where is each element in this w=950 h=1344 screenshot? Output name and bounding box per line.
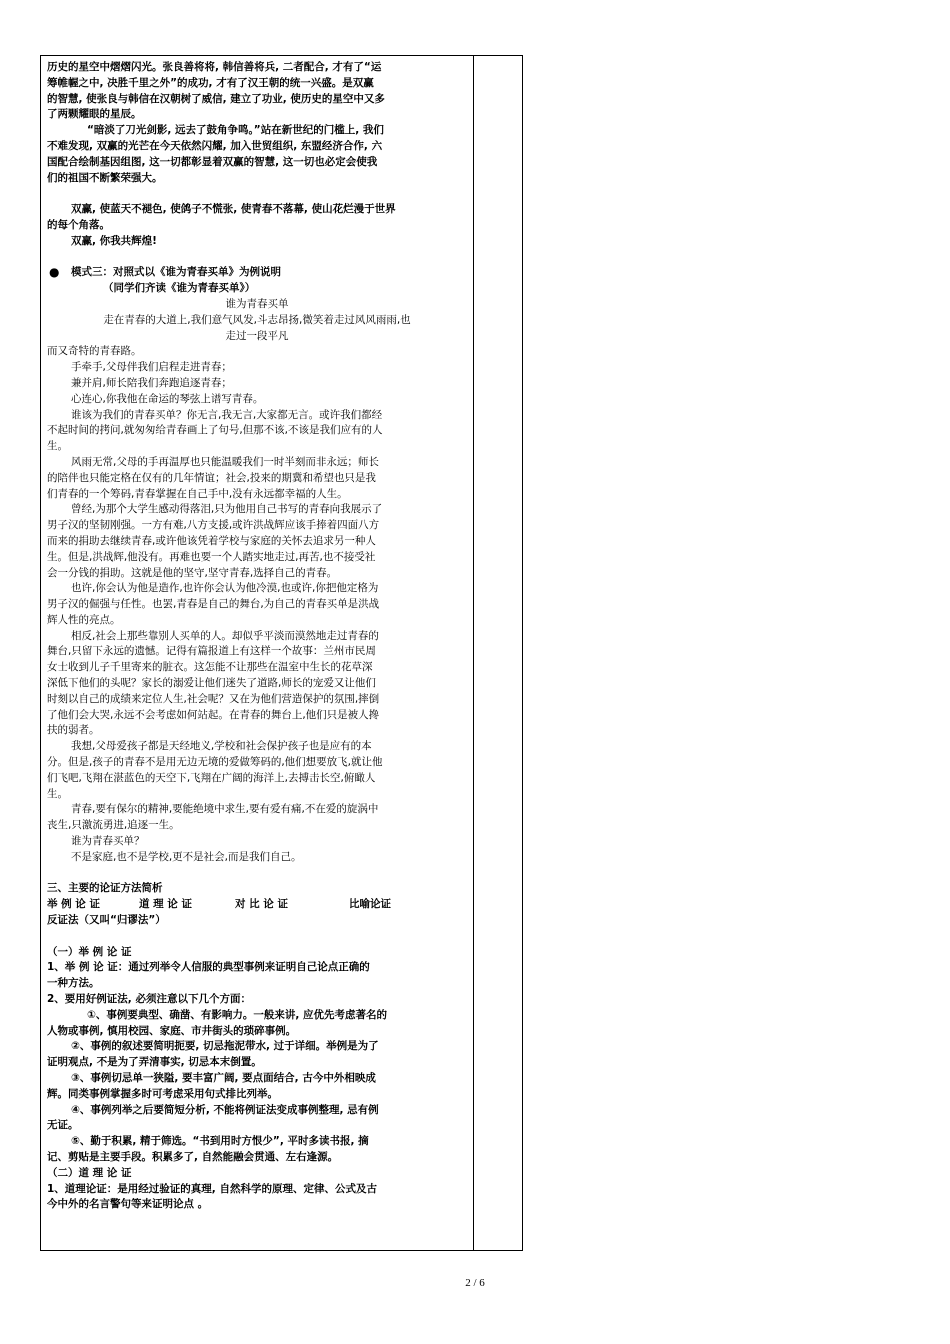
subsection-heading: （二）道 理 论 证 [47, 1166, 132, 1179]
text-line: 而又奇特的青春路。 [47, 345, 142, 358]
text-line: 的陪伴也只能定格在仅有的几年情谊；社会,投来的期冀和希望也只是我 [47, 471, 376, 484]
bullet-text: 模式三：对照式以《谁为青春买单》为例说明 [71, 266, 281, 279]
text-line: ⑤、勤于积累, 精于筛选。“书到用时方恨少”, 平时多读书报, 摘 [71, 1135, 369, 1148]
text-line: 历史的星空中熠熠闪光。张良善将将, 韩信善将兵, 二者配合, 才有了“运 [47, 61, 382, 73]
text-line: 辉。同类事例掌握多时可考虑采用句式排比列举。 [47, 1087, 278, 1100]
text-line: 人物或事例, 慎用校园、家庭、市井街头的琐碎事例。 [47, 1024, 297, 1037]
text-line: 舞台,只留下永远的遗憾。记得有篇报道上有这样一个故事：兰州市民周 [47, 645, 376, 658]
text-line: 们的祖国不断繁荣强大。 [47, 171, 163, 184]
text-line: 丧生,只激流勇进,追逐一生。 [47, 819, 180, 832]
text-line: 2、要用好例证法, 必须注意以下几个方面： [47, 993, 251, 1006]
text-line: 走过一段平凡 [225, 329, 289, 342]
text-line: 的智慧, 使张良与韩信在汉朝树了威信, 建立了功业, 使历史的星空中又多 [47, 92, 385, 105]
text-line: 谁为青春买单？ [71, 835, 145, 848]
text-line: 无证。 [47, 1119, 79, 1132]
text-line: ②、事例的叙述要简明扼要, 切忌拖泥带水, 过于详细。举例是为了 [71, 1040, 379, 1053]
text-line: 证明观点, 不是为了弄清事实, 切忌本末倒置。 [47, 1056, 262, 1069]
text-line: 曾经,为那个大学生感动得落泪,只为他用自己书写的青春向我展示了 [71, 503, 383, 516]
method-label: 比喻论证 [349, 898, 391, 911]
text-line: 不是家庭,也不是学校,更不是社会,而是我们自己。 [71, 850, 302, 863]
content-table [40, 55, 523, 1251]
text-line: 心连心,你我他在命运的琴弦上谱写青春。 [71, 392, 264, 405]
text-line: 走在青春的大道上,我们意气风发,斗志昂扬,微笑着走过风风雨雨,也 [103, 313, 411, 326]
text-line: 我想,父母爱孩子都是天经地义,学校和社会保护孩子也是应有的本 [71, 740, 372, 753]
text-line: 们青春的一个筹码,青春掌握在自己手中,没有永远都幸福的人生。 [47, 487, 348, 500]
text-line: “暗淡了刀光剑影, 远去了鼓角争鸣。”站在新世纪的门槛上, 我们 [87, 124, 384, 137]
subsection-heading: （一）举 例 论 证 [47, 945, 132, 958]
text-line: 不难发现, 双赢的光芒在今天依然闪耀, 加入世贸组织, 东盟经济合作, 六 [47, 139, 383, 152]
text-line: 相反,社会上那些靠别人买单的人。却似乎平淡而漠然地走过青春的 [71, 629, 379, 642]
bullet-icon: ● [49, 265, 60, 280]
text-line: 也许,你会认为他是造作,也许你会认为他冷漠,也或许,你把他定格为 [71, 582, 379, 595]
method-label: 对 比 论 证 [235, 898, 288, 911]
text-line: 今中外的名言警句等来证明论点 。 [47, 1198, 209, 1211]
page-number: 2 / 6 [465, 1277, 485, 1289]
text-line: 记、剪贴是主要手段。积累多了, 自然能融会贯通、左右逢源。 [47, 1150, 339, 1163]
text-line: 筹帷幄之中, 决胜千里之外”的成功, 才有了汉王朝的统一兴盛。是双赢 [47, 76, 374, 89]
text-line: 一种方法。 [47, 977, 100, 990]
text-line: 生。 [47, 440, 68, 453]
section-heading: 三、主要的论证方法简析 [47, 882, 163, 895]
text-line: 会一分钱的捐助。这就是他的坚守,坚守青春,选择自己的青春。 [47, 566, 338, 579]
methods-row [47, 897, 467, 913]
text-line: ①、事例要典型、确凿、有影响力。一般来讲, 应优先考虑著名的 [87, 1008, 388, 1021]
text-line: 生。 [47, 787, 68, 800]
text-line: 双赢, 你我共辉煌! [71, 234, 157, 247]
text-line: 生。但是,洪战辉,他没有。再难也要一个人踏实地走过,再苦,也不接受社 [47, 550, 376, 563]
column-divider [473, 56, 474, 1250]
text-line: 分。但是,孩子的青春不是用无边无境的爱做筹码的,他们想要放飞,就让他 [47, 756, 383, 769]
text-line: 们飞吧,飞翔在湛蓝色的天空下,飞翔在广阔的海洋上,去搏击长空,俯瞰人 [47, 771, 376, 784]
text-line: 了两颗耀眼的星辰。 [47, 108, 142, 121]
bullet-heading [47, 265, 467, 281]
method-label: 道 理 论 证 [139, 898, 192, 911]
text-line: 而来的捐助去继续青春,或许他该凭着学校与家庭的关怀去追求另一种人 [47, 534, 376, 547]
text-line: 扶的弱者。 [47, 724, 100, 737]
text-line: 深低下他们的头呢？家长的溺爱让他们迷失了道路,师长的宠爱又让他们 [47, 677, 376, 690]
text-line: 谁该为我们的青春买单？你无言,我无言,大家都无言。或许我们都经 [71, 408, 383, 421]
text-line: 男子汉的倔强与任性。也罢,青春是自己的舞台,为自己的青春买单是洪战 [47, 598, 380, 611]
essay-title: 谁为青春买单 [225, 297, 289, 310]
text-line: 青春,要有保尔的精神,要能绝境中求生,要有爱有痛,不在爱的旋涡中 [71, 803, 379, 816]
text-line: 双赢, 使蓝天不褪色, 使鸽子不慌张, 使青春不落幕, 使山花烂漫于世界 [71, 203, 396, 216]
text-line: 辉人性的亮点。 [47, 613, 121, 626]
text-line: ③、事例切忌单一狭隘, 要丰富广阔, 要点面结合, 古今中外相映成 [71, 1072, 376, 1084]
text-line: 男子汉的坚韧刚强。一方有难,八方支援,或许洪战辉应该手捧着四面八方 [47, 519, 380, 532]
text-line: 兼并肩,师长陪我们奔跑追逐青春； [71, 376, 232, 389]
main-cell [47, 60, 467, 1213]
text-line: 国配合绘制基因组图, 这一切都彰显着双赢的智慧, 这一切也必定会使我 [47, 155, 378, 168]
text-line: 不起时间的拷问,就匆匆给青春画上了句号,但那不该,不该是我们应有的人 [47, 424, 383, 437]
text-line: 女士收到儿子千里寄来的脏衣。这怎能不让那些在温室中生长的花草深 [47, 661, 373, 674]
text-line: 时刻以自己的成绩来定位人生,社会呢？又在为他们营造保护的氛围,摔倒 [47, 692, 380, 705]
text-line: 风雨无常,父母的手再温厚也只能温暖我们一时半刻而非永远；师长 [71, 455, 379, 468]
method-label: 举 例 论 证 [47, 898, 100, 911]
text-line: 手牵手,父母伴我们启程走进青春； [71, 361, 232, 374]
text-line: 了他们会大哭,永远不会考虑如何站起。在青春的舞台上,他们只是被人搀 [47, 708, 380, 721]
text-line: 1、举 例 论 证：通过列举令人信服的典型事例来证明自己论点正确的 [47, 961, 370, 974]
text-line: ④、事例列举之后要简短分析, 不能将例证法变成事例整理, 忌有例 [71, 1103, 379, 1116]
text-line: 的每个角落。 [47, 218, 110, 231]
text-line: 1、道理论证：是用经过验证的真理, 自然科学的原理、定律、公式及古 [47, 1182, 377, 1195]
text-line: （同学们齐读《谁为青春买单》） [103, 282, 256, 295]
text-line: 反证法（又叫“归谬法”） [47, 914, 166, 927]
